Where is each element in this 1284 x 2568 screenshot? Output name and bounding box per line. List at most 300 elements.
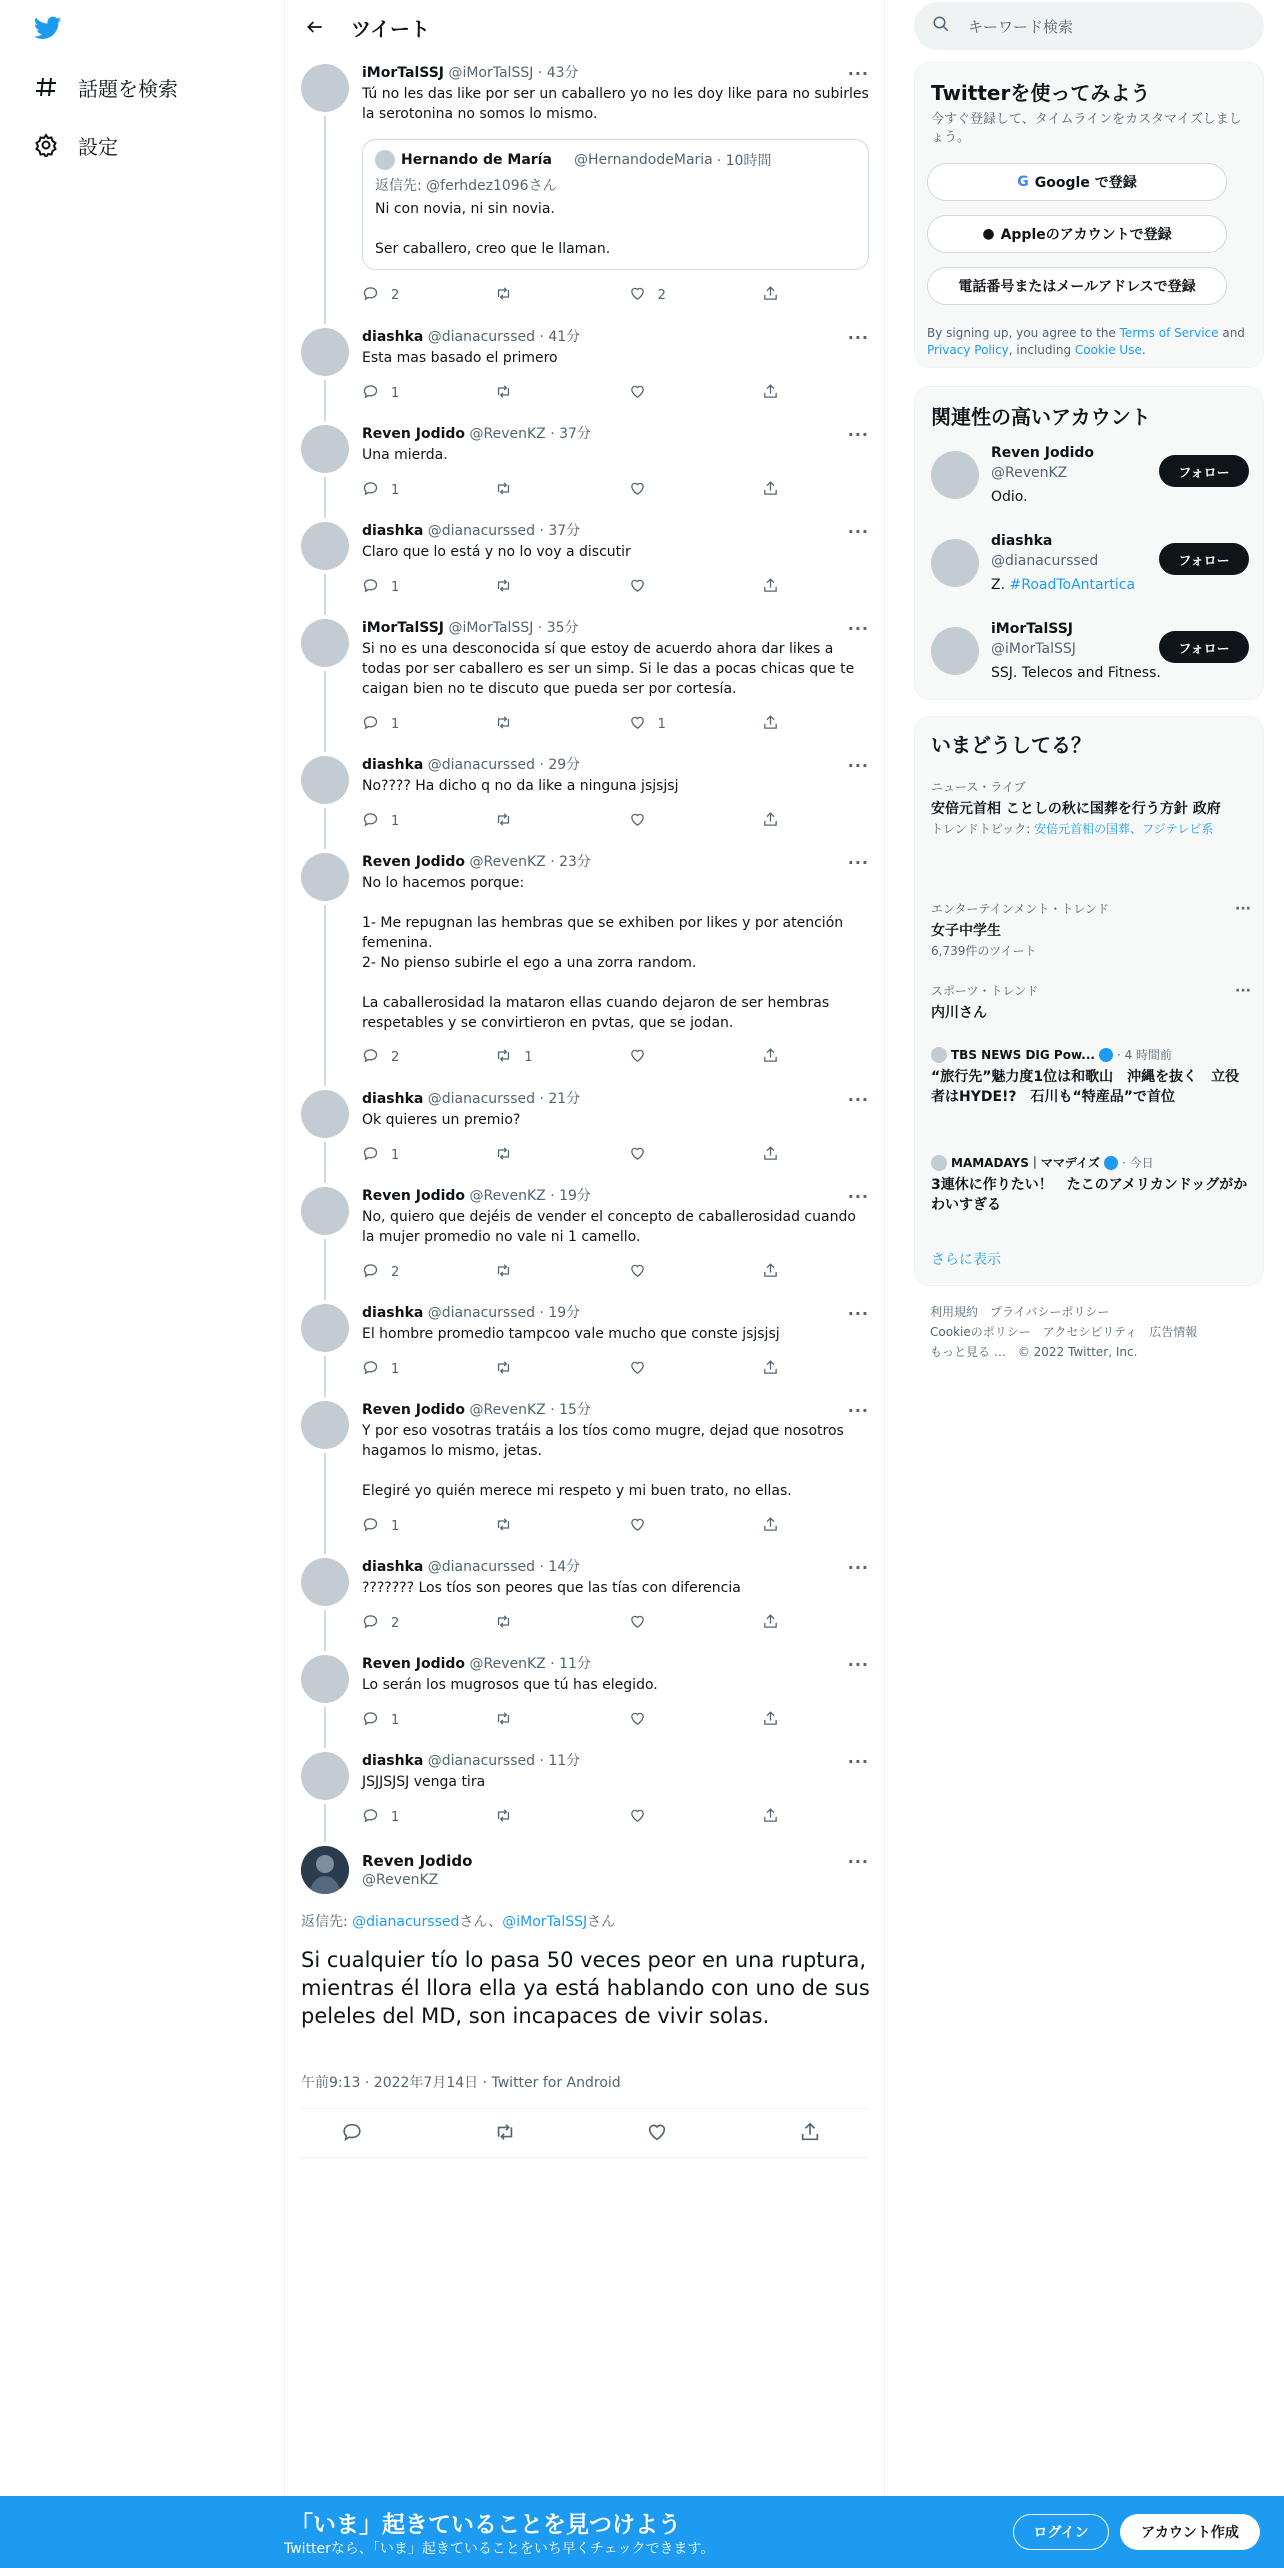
like-button[interactable] [629,1047,719,1067]
trend-item[interactable] [931,779,1251,837]
author-name[interactable]: Reven Jodido [362,1402,466,1418]
nav-settings-label: 設定 [78,134,118,159]
thread-tweet[interactable] [285,1187,885,1304]
author-handle[interactable]: @RevenKZ [362,1872,439,1888]
avatar[interactable] [301,756,349,804]
share-icon[interactable] [799,2121,821,2147]
share-icon [762,714,791,735]
follow-button[interactable]: フォロー [1159,631,1249,663]
share-icon [762,1262,791,1283]
tweet-actions [341,2121,821,2147]
account-name[interactable]: Reven Jodido [991,445,1095,461]
share-button[interactable] [762,480,782,500]
author-handle[interactable]: @iMorTalSSJ [448,65,534,81]
share-icon [762,1359,791,1380]
thread-tweet[interactable] [285,1752,885,1846]
like-button[interactable] [629,1710,719,1730]
reply-icon[interactable] [341,2121,363,2147]
tweet-time[interactable]: · 41分 [539,329,581,345]
like-button[interactable] [629,285,719,305]
author-name[interactable]: Reven Jodido [362,854,466,870]
reply-count: 2 [391,1264,400,1280]
avatar[interactable] [301,64,349,112]
author-name[interactable]: diashka [362,329,424,345]
share-button[interactable] [762,1710,782,1730]
trend-title: 女子中学生 [931,923,1001,939]
share-button[interactable] [762,1359,782,1379]
retweet-icon [495,1047,524,1068]
privacy-policy-link[interactable]: Privacy Policy [927,343,1009,357]
google-signup-button[interactable] [927,163,1227,201]
tweet-text: El hombre promedio tampcoo vale mucho que conste jsjsjsj [362,1326,780,1342]
divider [301,2108,869,2109]
avatar[interactable] [375,150,395,170]
twitter-logo-icon[interactable] [32,14,64,42]
thread-connector [324,1142,326,1183]
thread-tweet[interactable] [285,1558,885,1655]
thread-tweet[interactable] [285,1655,885,1752]
tweet-time[interactable]: · 14分 [539,1559,581,1575]
account-bio-text: SSJ. Telecos and Fitness. [991,665,1161,681]
more-options-icon[interactable]: ··· [847,619,869,638]
more-options-icon[interactable]: ··· [847,328,869,347]
avatar [931,1047,947,1063]
tweet-actions [362,714,782,734]
more-options-icon[interactable]: ··· [847,425,869,444]
author-name[interactable]: Reven Jodido [362,1188,466,1204]
signup-card-subtitle: 今すぐ登録して、タイムラインをカスタマイズしましょう。 [931,112,1242,145]
tweet-actions [362,383,782,403]
account-handle[interactable]: @RevenKZ [991,465,1068,481]
google-signup-label: Google で登録 [1034,175,1137,191]
reply-button[interactable] [362,285,452,305]
more-options-icon[interactable]: ··· [847,1558,869,1577]
tweet-text: Si no es una desconocida sí que estoy de acuerdo ahora dar likes a todas por ser caballero es ser un simp. Si le das a pocas chicas que te caigan bien no te discuto que pueda ser por cortesía. [362,641,859,697]
retweet-button[interactable] [495,577,585,597]
author-handle[interactable]: @dianacurssed [427,329,536,345]
reply-button[interactable] [362,1359,452,1379]
follow-button[interactable]: フォロー [1159,543,1249,575]
reply-handle-link[interactable]: @dianacurssed [352,1914,460,1930]
news-item[interactable] [931,1047,1251,1107]
avatar[interactable] [301,1304,349,1352]
retweet-button[interactable] [495,811,585,831]
show-more-link[interactable]: さらに表示 [931,1252,1001,1268]
author-handle[interactable]: @RevenKZ [469,426,546,442]
avatar[interactable] [931,627,979,675]
more-options-icon[interactable]: ··· [847,1655,869,1674]
terms-of-service-link[interactable]: Terms of Service [1119,326,1219,340]
news-item[interactable] [931,1155,1251,1215]
retweet-button[interactable] [495,1047,585,1067]
more-options-icon[interactable]: ··· [1235,901,1251,917]
trend-item[interactable] [931,901,1251,959]
account-name[interactable]: diashka [991,533,1053,549]
quote-reply-to [375,175,856,195]
more-options-icon[interactable]: ··· [847,1401,869,1420]
reply-button[interactable] [362,480,452,500]
like-icon [629,1359,658,1380]
share-button[interactable] [762,811,782,831]
avatar[interactable] [301,1752,349,1800]
reply-count: 1 [391,813,400,829]
tweet-text: Y por eso vosotras tratáis a los tíos como mugre, dejad que nosotros hagamos lo mismo, jetas. Elegiré yo quién merece mi respeto y mi buen trato, no ellas. [362,1423,844,1499]
retweet-icon [495,1613,524,1634]
author-handle[interactable]: @dianacurssed [427,1753,536,1769]
retweet-icon [495,1516,524,1537]
author-handle[interactable]: @RevenKZ [469,854,546,870]
more-options-icon[interactable]: ··· [847,1187,869,1206]
more-options-icon[interactable]: ··· [847,853,869,872]
like-button[interactable] [629,383,719,403]
avatar[interactable] [931,539,979,587]
trend-category: ニュース・ライブ [931,780,1026,794]
reply-button[interactable] [362,811,452,831]
like-icon [629,577,658,598]
account-bio [991,665,1161,681]
news-title: “旅行先”魅力度1位は和歌山 沖縄を抜く 立役者はHYDE!? 石川も“特産品”で首位 [931,1069,1240,1105]
author-name[interactable]: diashka [362,1305,424,1321]
avatar[interactable] [301,425,349,473]
reply-icon [362,811,391,832]
quoted-tweet[interactable] [362,139,869,270]
reply-count: 1 [391,1712,400,1728]
like-icon [629,1613,658,1634]
reply-handle-link[interactable]: @ferhdez1096さん [426,178,557,194]
author-name[interactable]: diashka [362,757,424,773]
trend-item[interactable] [931,983,1251,1023]
avatar[interactable] [301,1846,349,1894]
verified-badge-icon [1099,1048,1113,1062]
retweet-icon [495,1359,524,1380]
reply-button[interactable] [362,714,452,734]
trend-category: エンターテインメント・トレンド [931,902,1110,916]
avatar[interactable] [301,1558,349,1606]
like-button[interactable] [629,1613,719,1633]
bottom-bar-subtitle: Twitterなら、「いま」起きていることをいち早くチェックできます。 [284,2541,715,2557]
tweet-time[interactable]: · 37分 [550,426,591,442]
back-arrow-icon[interactable] [297,9,333,45]
share-button[interactable] [762,1262,782,1282]
more-options-icon[interactable]: ··· [1235,983,1251,999]
avatar[interactable] [301,1655,349,1703]
avatar[interactable] [301,522,349,570]
like-button[interactable] [629,1145,719,1165]
tweet-time[interactable]: · 11分 [550,1656,591,1672]
search-placeholder: キーワード検索 [968,17,1074,36]
quote-time[interactable]: · 10時間 [716,153,772,169]
footer-cookie-link[interactable]: Cookieのポリシー [930,1325,1031,1339]
thread-connector [324,1804,326,1842]
news-title: 3連休に作りたい！ たこのアメリカンドッグがかわいすぎる [931,1177,1248,1213]
quote-author-handle[interactable]: @HernandodeMaria [573,152,713,168]
share-icon [762,480,791,501]
thread-tweet[interactable] [285,853,885,1090]
apple-signup-button[interactable] [927,215,1227,253]
footer-accessibility-link[interactable]: アクセシビリティ [1042,1325,1138,1339]
like-button[interactable] [629,714,719,734]
footer-ads-link[interactable]: 広告情報 [1149,1325,1198,1339]
reply-icon [362,1613,391,1634]
follow-button[interactable]: フォロー [1159,455,1249,487]
more-options-icon[interactable]: ··· [847,64,869,83]
footer-privacy-link[interactable]: プライバシーポリシー [990,1305,1110,1319]
account-bio [991,489,1028,505]
related-account[interactable] [915,619,1265,699]
avatar[interactable] [301,328,349,376]
reply-count: 1 [391,1147,400,1163]
main-column [284,0,885,2568]
nav-settings[interactable] [32,125,118,165]
reply-count: 1 [391,1518,400,1534]
like-button[interactable] [629,480,719,500]
account-bio [991,577,1135,593]
thread-tweet[interactable] [285,756,885,853]
avatar[interactable] [301,1401,349,1449]
retweet-button[interactable] [495,714,585,734]
like-icon [629,811,658,832]
thread-tweet[interactable] [285,1304,885,1401]
tweet-text: Claro que lo está y no lo voy a discutir [362,544,631,560]
retweet-button[interactable] [495,285,585,305]
tweet-time[interactable]: · 29分 [539,757,581,773]
retweet-button[interactable] [495,383,585,403]
author-handle[interactable]: @RevenKZ [469,1402,546,1418]
reply-icon [362,383,391,404]
like-button[interactable] [629,1516,719,1536]
search-input[interactable] [914,2,1264,50]
tweet-text: Si cualquier tío lo pasa 50 veces peor en una ruptura, mientras él llora ella ya está hablando con uno de sus peleles del MD, son incapaces de vivir solas. [301,1948,870,2028]
thread-tweet[interactable] [285,522,885,619]
tweet-time[interactable]: · 19分 [539,1305,581,1321]
retweet-button[interactable] [495,1145,585,1165]
signup-card-title: Twitterを使ってみよう [931,81,1151,105]
share-button[interactable] [762,577,782,597]
reply-button[interactable] [362,1145,452,1165]
share-icon [762,1613,791,1634]
thread-connector [324,1239,326,1300]
tweet-time[interactable]: · 23分 [550,854,591,870]
trends-title: いまどうしてる？ [931,733,1091,757]
author-handle[interactable]: @RevenKZ [469,1656,546,1672]
author-name[interactable]: iMorTalSSJ [362,620,444,636]
tweet-text: JSJJSJSJ venga tira [362,1774,486,1790]
page-header [285,0,885,54]
reply-handle-link[interactable]: @iMorTalSSJ [502,1914,588,1930]
share-button[interactable] [762,383,782,403]
tweet-time[interactable]: · 11分 [539,1753,581,1769]
share-button[interactable] [762,1613,782,1633]
reply-count: 1 [391,716,400,732]
author-name[interactable]: iMorTalSSJ [362,65,444,81]
retweet-button[interactable] [495,1613,585,1633]
like-button[interactable] [629,577,719,597]
thread-connector [324,1453,326,1554]
divider [301,2157,869,2158]
trend-topic-link[interactable]: 安倍元首相の国葬、フジテレビ系 [1034,822,1214,836]
trend-subtitle [931,821,1251,837]
tweet-timestamp[interactable]: 午前9:13 · 2022年7月14日 · Twitter for Android [301,2075,621,2091]
reply-count: 2 [391,1615,400,1631]
like-button[interactable] [629,1262,719,1282]
share-button[interactable] [762,285,782,305]
share-icon [762,1047,791,1068]
like-button[interactable] [629,1359,719,1379]
login-button[interactable]: ログイン [1013,2514,1109,2550]
footer-terms-link[interactable]: 利用規約 [930,1305,979,1319]
retweet-icon[interactable] [494,2121,516,2147]
reply-button[interactable] [362,383,452,403]
reply-button[interactable] [362,1710,452,1730]
thread-tweet[interactable] [285,328,885,425]
like-icon [629,1262,658,1283]
author-name[interactable]: diashka [362,1559,424,1575]
author-handle[interactable]: @RevenKZ [469,1188,546,1204]
retweet-button[interactable] [495,1710,585,1730]
avatar[interactable] [301,619,349,667]
reply-button[interactable] [362,1807,452,1827]
like-button[interactable] [629,1807,719,1827]
more-options-icon[interactable]: ··· [847,1752,869,1771]
tweet-time[interactable]: · 43分 [537,65,579,81]
author-handle[interactable]: @dianacurssed [427,523,536,539]
cookie-use-link[interactable]: Cookie Use [1074,343,1142,357]
share-button[interactable] [762,1807,782,1827]
phone-email-signup-button[interactable] [927,267,1227,305]
avatar [931,1155,947,1171]
reply-count: 2 [391,287,400,303]
tweet-actions [362,1262,782,1282]
author-handle[interactable]: @dianacurssed [427,1305,536,1321]
thread-connector [324,477,326,518]
signup-button[interactable]: アカウント作成 [1120,2514,1260,2550]
tweet-actions [362,1516,782,1536]
thread-tweet[interactable] [285,1401,885,1558]
thread-connector [324,1610,326,1651]
author-name[interactable]: Reven Jodido [362,426,466,442]
tweet-time[interactable]: · 35分 [537,620,579,636]
left-nav [0,0,284,2568]
share-button[interactable] [762,714,782,734]
reply-to [301,1911,615,1931]
reply-button[interactable] [362,1262,452,1282]
retweet-icon [495,480,524,501]
like-icon [629,1516,658,1537]
retweet-button[interactable] [495,1807,585,1827]
more-options-icon[interactable]: ··· [847,522,869,541]
author-handle[interactable]: @iMorTalSSJ [448,620,534,636]
more-options-icon[interactable]: ··· [847,1304,869,1323]
tweet-time[interactable]: · 37分 [539,523,581,539]
more-options-icon[interactable]: ··· [847,1852,869,1871]
apple-signup-label: Appleのアカウントで登録 [1000,227,1172,243]
phone-email-signup-label: 電話番号またはメールアドレスで登録 [958,279,1196,295]
related-account[interactable] [915,531,1265,611]
reply-count: 1 [391,579,400,595]
share-icon [762,1710,791,1731]
retweet-button[interactable] [495,1516,585,1536]
gear-icon [32,131,60,159]
reply-button[interactable] [362,577,452,597]
share-icon [762,1516,791,1537]
thread-tweet[interactable] [285,1090,885,1187]
retweet-icon [495,714,524,735]
tweet-time[interactable]: · 15分 [550,1402,591,1418]
quote-author-name[interactable]: Hernando de María [401,152,552,168]
page-title: ツイート [351,16,430,41]
reply-button[interactable] [362,1613,452,1633]
thread-connector [324,1356,326,1397]
more-options-icon[interactable]: ··· [847,1090,869,1109]
reply-icon [362,1807,391,1828]
account-bio-text: Odio. [991,489,1028,505]
author-name[interactable]: diashka [362,523,424,539]
share-icon [762,1807,791,1828]
avatar[interactable] [301,853,349,901]
reply-button[interactable] [362,1047,452,1067]
tweet-actions [362,577,782,597]
thread-connector [324,671,326,752]
author-handle[interactable]: @dianacurssed [427,1091,536,1107]
author-name[interactable]: diashka [362,1091,424,1107]
author-name[interactable]: Reven Jodido [362,1852,473,1870]
quote-text: Ni con novia, ni sin novia. Ser caballero, creo que le llaman. [375,201,611,257]
thread-tweet[interactable] [285,425,885,522]
footer-more-link[interactable]: もっと見る … [930,1345,1006,1359]
like-icon[interactable] [646,2121,668,2147]
retweet-button[interactable] [495,1262,585,1282]
share-button[interactable] [762,1516,782,1536]
reply-button[interactable] [362,1516,452,1536]
tweet-text: ??????? Los tíos son peores que las tías con diferencia [362,1580,741,1596]
like-button[interactable] [629,811,719,831]
author-name[interactable]: diashka [362,1753,424,1769]
tweet-time[interactable]: · 21分 [539,1091,581,1107]
thread-connector [324,574,326,615]
reply-icon [362,1145,391,1166]
author-name[interactable]: Reven Jodido [362,1656,466,1672]
tweet-actions [362,1047,782,1067]
avatar[interactable] [301,1090,349,1138]
like-icon [629,285,658,306]
related-account[interactable] [915,443,1265,523]
tweet-text: No???? Ha dicho q no da like a ninguna jsjsjsj [362,778,679,794]
thread-connector [324,380,326,421]
account-name[interactable]: iMorTalSSJ [991,621,1073,637]
avatar[interactable] [301,1187,349,1235]
retweet-button[interactable] [495,1359,585,1379]
account-handle[interactable]: @iMorTalSSJ [991,641,1076,657]
more-options-icon[interactable]: ··· [847,756,869,775]
avatar[interactable] [931,451,979,499]
reply-icon [362,1262,391,1283]
author-handle[interactable]: @dianacurssed [427,1559,536,1575]
share-button[interactable] [762,1145,782,1165]
like-icon [629,1047,658,1068]
hashtag-link[interactable]: #RoadToAntartica [1009,577,1136,593]
nav-explore[interactable] [32,67,178,107]
author-handle[interactable]: @dianacurssed [427,757,536,773]
thread-tweet[interactable] [285,619,885,756]
like-icon [629,480,658,501]
tweet-time[interactable]: · 19分 [550,1188,591,1204]
thread-connector [324,1707,326,1748]
tweet-actions [362,1613,782,1633]
share-button[interactable] [762,1047,782,1067]
news-source: TBS NEWS DIG Pow... [951,1048,1095,1062]
retweet-button[interactable] [495,480,585,500]
account-handle[interactable]: @dianacurssed [991,553,1099,569]
